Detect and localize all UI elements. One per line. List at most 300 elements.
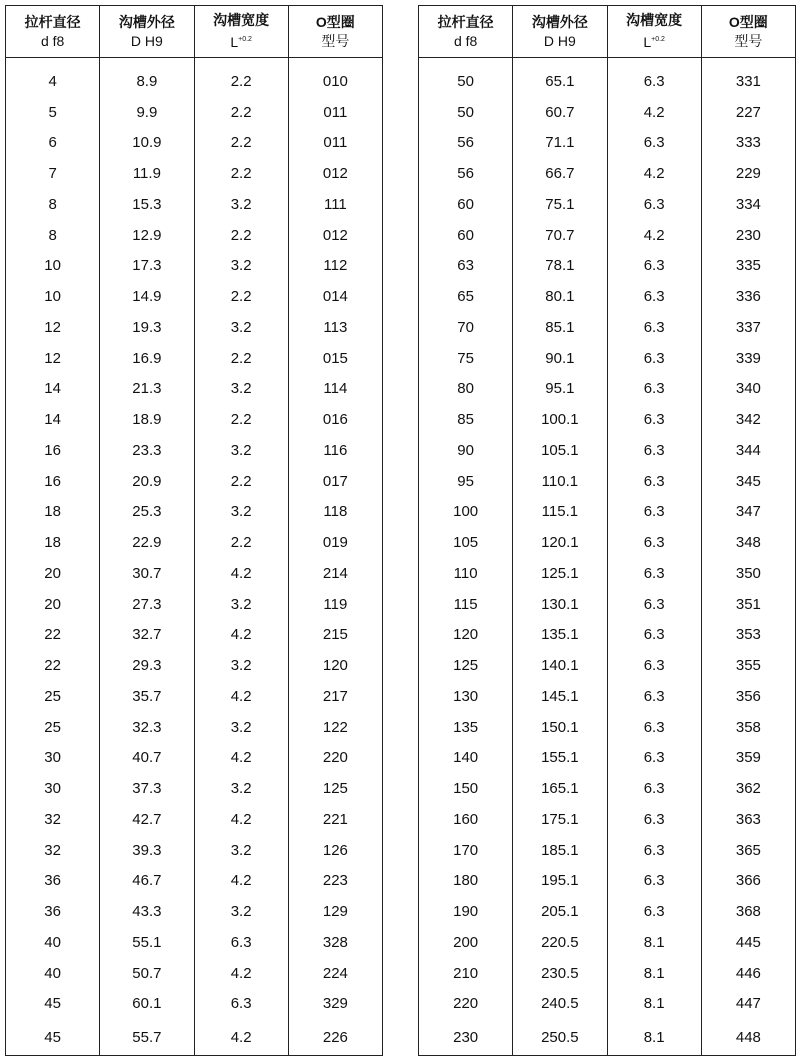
groove-width-cell: 8.1: [607, 927, 701, 958]
rod-diameter-cell: 45: [6, 1019, 100, 1056]
table-row: [6, 712, 383, 743]
rod-diameter-cell: 200: [419, 927, 513, 958]
table-row: [419, 896, 796, 927]
groove-outer-diameter-cell: 43.3: [100, 896, 194, 927]
oring-model-cell: 368: [701, 896, 795, 927]
table-row: [419, 128, 796, 159]
table-row: [419, 343, 796, 374]
groove-outer-diameter-cell: 145.1: [513, 681, 607, 712]
oring-model-cell: 342: [701, 404, 795, 435]
table-row: [419, 435, 796, 466]
rod-diameter-cell: 56: [419, 158, 513, 189]
oring-model-cell: 017: [288, 466, 382, 497]
table-row: [6, 896, 383, 927]
groove-width-cell: 2.2: [194, 281, 288, 312]
groove-width-cell: 4.2: [607, 97, 701, 128]
groove-width-cell: 4.2: [607, 158, 701, 189]
rod-diameter-cell: 36: [6, 866, 100, 897]
groove-width-cell: 6.3: [607, 312, 701, 343]
groove-outer-diameter-cell: 120.1: [513, 527, 607, 558]
groove-width-cell: 3.2: [194, 435, 288, 466]
rod-diameter-cell: 16: [6, 435, 100, 466]
groove-outer-diameter-cell: 9.9: [100, 97, 194, 128]
groove-width-cell: 6.3: [194, 989, 288, 1020]
groove-outer-diameter-cell: 230.5: [513, 958, 607, 989]
rod-diameter-cell: 25: [6, 712, 100, 743]
rod-diameter-cell: 50: [419, 58, 513, 97]
oring-model-cell: 014: [288, 281, 382, 312]
groove-width-cell: 4.2: [194, 1019, 288, 1056]
groove-width-cell: 2.2: [194, 58, 288, 97]
groove-outer-diameter-cell: 25.3: [100, 497, 194, 528]
table-row: [6, 743, 383, 774]
table-row: [6, 97, 383, 128]
oring-model-cell: 447: [701, 989, 795, 1020]
groove-width-cell: 4.2: [194, 866, 288, 897]
groove-width-cell: 3.2: [194, 712, 288, 743]
groove-width-cell: 4.2: [194, 743, 288, 774]
oring-model-cell: 359: [701, 743, 795, 774]
rod-diameter-cell: 32: [6, 804, 100, 835]
rod-diameter-cell: 130: [419, 681, 513, 712]
table-row: [419, 958, 796, 989]
groove-outer-diameter-cell: 66.7: [513, 158, 607, 189]
groove-outer-diameter-cell: 18.9: [100, 404, 194, 435]
groove-width-cell: 6.3: [607, 743, 701, 774]
rod-diameter-cell: 190: [419, 896, 513, 927]
groove-width-cell: 6.3: [607, 620, 701, 651]
rod-diameter-cell: 4: [6, 58, 100, 97]
oring-model-cell: 224: [288, 958, 382, 989]
groove-width-cell: 6.3: [607, 773, 701, 804]
oring-model-cell: 223: [288, 866, 382, 897]
rod-diameter-cell: 75: [419, 343, 513, 374]
oring-model-cell: 214: [288, 558, 382, 589]
oring-model-cell: 329: [288, 989, 382, 1020]
oring-model-cell: 112: [288, 251, 382, 282]
table-row: [6, 681, 383, 712]
groove-outer-diameter-cell: 165.1: [513, 773, 607, 804]
rod-diameter-cell: 45: [6, 989, 100, 1020]
table-row: [6, 527, 383, 558]
table-row: [6, 189, 383, 220]
table-row: [6, 466, 383, 497]
oring-model-cell: 011: [288, 128, 382, 159]
groove-width-cell: 4.2: [194, 804, 288, 835]
groove-outer-diameter-cell: 90.1: [513, 343, 607, 374]
rod-diameter-cell: 210: [419, 958, 513, 989]
rod-diameter-cell: 8: [6, 220, 100, 251]
table-row: [6, 312, 383, 343]
groove-width-cell: 6.3: [607, 896, 701, 927]
groove-width-cell: 8.1: [607, 958, 701, 989]
table-row: [419, 466, 796, 497]
oring-model-cell: 362: [701, 773, 795, 804]
groove-width-cell: 4.2: [194, 558, 288, 589]
groove-outer-diameter-cell: 150.1: [513, 712, 607, 743]
groove-outer-diameter-cell: 50.7: [100, 958, 194, 989]
rod-diameter-cell: 60: [419, 189, 513, 220]
oring-model-cell: 012: [288, 158, 382, 189]
groove-outer-diameter-cell: 46.7: [100, 866, 194, 897]
groove-outer-diameter-cell: 205.1: [513, 896, 607, 927]
oring-model-cell: 119: [288, 589, 382, 620]
table-row: [6, 404, 383, 435]
oring-model-cell: 122: [288, 712, 382, 743]
rod-diameter-cell: 22: [6, 650, 100, 681]
rod-diameter-cell: 125: [419, 650, 513, 681]
table-row: [419, 712, 796, 743]
table-row: [6, 804, 383, 835]
rod-diameter-cell: 8: [6, 189, 100, 220]
rod-diameter-cell: 63: [419, 251, 513, 282]
groove-outer-diameter-cell: 30.7: [100, 558, 194, 589]
oring-model-cell: 230: [701, 220, 795, 251]
oring-model-cell: 350: [701, 558, 795, 589]
groove-outer-diameter-cell: 20.9: [100, 466, 194, 497]
groove-width-cell: 6.3: [607, 835, 701, 866]
oring-model-cell: 015: [288, 343, 382, 374]
table-row: [6, 435, 383, 466]
table-row: [419, 251, 796, 282]
oring-model-cell: 334: [701, 189, 795, 220]
header-rod-diameter: 拉杆直径 d f8: [6, 6, 100, 58]
oring-model-cell: 358: [701, 712, 795, 743]
oring-model-cell: 226: [288, 1019, 382, 1056]
groove-outer-diameter-cell: 27.3: [100, 589, 194, 620]
oring-model-cell: 118: [288, 497, 382, 528]
rod-diameter-cell: 120: [419, 620, 513, 651]
groove-width-cell: 4.2: [194, 681, 288, 712]
rod-diameter-cell: 6: [6, 128, 100, 159]
groove-outer-diameter-cell: 185.1: [513, 835, 607, 866]
right-table-body: [419, 58, 796, 1056]
rod-diameter-cell: 220: [419, 989, 513, 1020]
table-row: [419, 58, 796, 97]
groove-outer-diameter-cell: 22.9: [100, 527, 194, 558]
groove-width-cell: 6.3: [607, 497, 701, 528]
groove-width-cell: 8.1: [607, 989, 701, 1020]
rod-diameter-cell: 65: [419, 281, 513, 312]
groove-outer-diameter-cell: 95.1: [513, 374, 607, 405]
oring-model-cell: 010: [288, 58, 382, 97]
rod-diameter-cell: 50: [419, 97, 513, 128]
oring-model-cell: 340: [701, 374, 795, 405]
groove-width-cell: 3.2: [194, 589, 288, 620]
groove-outer-diameter-cell: 110.1: [513, 466, 607, 497]
table-row: [419, 374, 796, 405]
groove-width-cell: 2.2: [194, 220, 288, 251]
groove-outer-diameter-cell: 175.1: [513, 804, 607, 835]
groove-outer-diameter-cell: 32.7: [100, 620, 194, 651]
oring-model-cell: 016: [288, 404, 382, 435]
groove-width-cell: 6.3: [607, 712, 701, 743]
rod-diameter-cell: 180: [419, 866, 513, 897]
table-row: [419, 650, 796, 681]
rod-diameter-cell: 150: [419, 773, 513, 804]
table-row: [419, 527, 796, 558]
groove-width-cell: 2.2: [194, 404, 288, 435]
table-row: [419, 1019, 796, 1056]
rod-diameter-cell: 36: [6, 896, 100, 927]
table-row: [6, 220, 383, 251]
table-row: [6, 158, 383, 189]
header-groove-width: 沟槽宽度 $L^{+0.2}$: [194, 6, 288, 58]
table-row: [419, 681, 796, 712]
table-row: [419, 404, 796, 435]
rod-diameter-cell: 80: [419, 374, 513, 405]
rod-diameter-cell: 20: [6, 558, 100, 589]
groove-outer-diameter-cell: 11.9: [100, 158, 194, 189]
groove-outer-diameter-cell: 37.3: [100, 773, 194, 804]
header-rod-diameter: 拉杆直径 d f8: [419, 6, 513, 58]
table-row: [419, 97, 796, 128]
table-row: [419, 589, 796, 620]
table-row: [6, 58, 383, 97]
groove-outer-diameter-cell: 100.1: [513, 404, 607, 435]
groove-width-cell: 6.3: [607, 189, 701, 220]
groove-outer-diameter-cell: 39.3: [100, 835, 194, 866]
groove-width-cell: 6.3: [607, 804, 701, 835]
oring-model-cell: 215: [288, 620, 382, 651]
groove-width-cell: 4.2: [194, 958, 288, 989]
groove-outer-diameter-cell: 17.3: [100, 251, 194, 282]
table-row: [6, 558, 383, 589]
table-row: [419, 743, 796, 774]
groove-outer-diameter-cell: 32.3: [100, 712, 194, 743]
groove-outer-diameter-cell: 55.7: [100, 1019, 194, 1056]
groove-width-cell: 6.3: [194, 927, 288, 958]
rod-diameter-cell: 105: [419, 527, 513, 558]
table-row: [6, 374, 383, 405]
oring-model-cell: 116: [288, 435, 382, 466]
groove-width-cell: 3.2: [194, 896, 288, 927]
rod-diameter-cell: 14: [6, 404, 100, 435]
rod-diameter-cell: 10: [6, 281, 100, 312]
groove-outer-diameter-cell: 220.5: [513, 927, 607, 958]
left-table-body: [6, 58, 383, 1056]
groove-outer-diameter-cell: 10.9: [100, 128, 194, 159]
rod-diameter-cell: 90: [419, 435, 513, 466]
rod-diameter-cell: 40: [6, 927, 100, 958]
rod-diameter-cell: 20: [6, 589, 100, 620]
groove-width-cell: 4.2: [194, 620, 288, 651]
groove-outer-diameter-cell: 195.1: [513, 866, 607, 897]
header-oring-model: O型圈 型号: [701, 6, 795, 58]
groove-width-cell: 2.2: [194, 343, 288, 374]
groove-outer-diameter-cell: 21.3: [100, 374, 194, 405]
table-row: [419, 158, 796, 189]
rod-diameter-cell: 30: [6, 743, 100, 774]
oring-model-cell: 333: [701, 128, 795, 159]
groove-width-cell: 3.2: [194, 497, 288, 528]
groove-outer-diameter-cell: 135.1: [513, 620, 607, 651]
groove-outer-diameter-cell: 35.7: [100, 681, 194, 712]
oring-model-cell: 351: [701, 589, 795, 620]
oring-model-cell: 229: [701, 158, 795, 189]
groove-width-cell: 2.2: [194, 527, 288, 558]
rod-diameter-cell: 135: [419, 712, 513, 743]
groove-width-cell: 2.2: [194, 128, 288, 159]
table-row: [6, 251, 383, 282]
groove-outer-diameter-cell: 19.3: [100, 312, 194, 343]
table-row: [419, 312, 796, 343]
table-row: [419, 189, 796, 220]
table-row: [6, 128, 383, 159]
groove-outer-diameter-cell: 140.1: [513, 650, 607, 681]
table-row: [6, 343, 383, 374]
groove-width-cell: 6.3: [607, 374, 701, 405]
oring-model-cell: 125: [288, 773, 382, 804]
rod-diameter-cell: 30: [6, 773, 100, 804]
groove-width-cell: 3.2: [194, 374, 288, 405]
header-row: [6, 6, 383, 58]
groove-width-cell: 3.2: [194, 312, 288, 343]
groove-width-cell: 6.3: [607, 58, 701, 97]
groove-outer-diameter-cell: 16.9: [100, 343, 194, 374]
oring-model-cell: 328: [288, 927, 382, 958]
oring-model-cell: 337: [701, 312, 795, 343]
groove-outer-diameter-cell: 71.1: [513, 128, 607, 159]
oring-model-cell: 129: [288, 896, 382, 927]
rod-diameter-cell: 115: [419, 589, 513, 620]
header-groove-outer-diameter: 沟槽外径 D H9: [100, 6, 194, 58]
oring-model-cell: 111: [288, 189, 382, 220]
table-row: [6, 773, 383, 804]
oring-model-cell: 348: [701, 527, 795, 558]
oring-model-cell: 335: [701, 251, 795, 282]
oring-model-cell: 220: [288, 743, 382, 774]
header-groove-width: 沟槽宽度 $L^{+0.2}$: [607, 6, 701, 58]
groove-outer-diameter-cell: 8.9: [100, 58, 194, 97]
header-oring-model: O型圈 型号: [288, 6, 382, 58]
oring-model-cell: 366: [701, 866, 795, 897]
groove-outer-diameter-cell: 115.1: [513, 497, 607, 528]
table-row: [419, 281, 796, 312]
oring-model-cell: 114: [288, 374, 382, 405]
table-row: [6, 958, 383, 989]
table-row: [6, 835, 383, 866]
header-groove-outer-diameter: 沟槽外径 D H9: [513, 6, 607, 58]
table-row: [6, 927, 383, 958]
table-row: [419, 620, 796, 651]
rod-diameter-cell: 22: [6, 620, 100, 651]
groove-width-cell: 3.2: [194, 251, 288, 282]
table-row: [6, 1019, 383, 1056]
groove-outer-diameter-cell: 12.9: [100, 220, 194, 251]
rod-diameter-cell: 160: [419, 804, 513, 835]
groove-width-cell: 6.3: [607, 128, 701, 159]
groove-outer-diameter-cell: 105.1: [513, 435, 607, 466]
groove-width-cell: 6.3: [607, 404, 701, 435]
rod-diameter-cell: 7: [6, 158, 100, 189]
table-row: [419, 927, 796, 958]
rod-diameter-cell: 40: [6, 958, 100, 989]
groove-width-cell: 2.2: [194, 158, 288, 189]
table-row: [419, 866, 796, 897]
rod-diameter-cell: 16: [6, 466, 100, 497]
groove-outer-diameter-cell: 65.1: [513, 58, 607, 97]
groove-width-cell: 4.2: [607, 220, 701, 251]
rod-diameter-cell: 12: [6, 343, 100, 374]
table-row: [6, 650, 383, 681]
groove-outer-diameter-cell: 55.1: [100, 927, 194, 958]
groove-outer-diameter-cell: 85.1: [513, 312, 607, 343]
table-row: [6, 281, 383, 312]
oring-model-cell: 345: [701, 466, 795, 497]
oring-model-cell: 446: [701, 958, 795, 989]
oring-model-cell: 448: [701, 1019, 795, 1056]
rod-diameter-cell: 10: [6, 251, 100, 282]
rod-diameter-cell: 14: [6, 374, 100, 405]
groove-outer-diameter-cell: 14.9: [100, 281, 194, 312]
header-row: [419, 6, 796, 58]
rod-diameter-cell: 100: [419, 497, 513, 528]
oring-model-cell: 344: [701, 435, 795, 466]
groove-outer-diameter-cell: 29.3: [100, 650, 194, 681]
groove-outer-diameter-cell: 60.7: [513, 97, 607, 128]
oring-model-cell: 012: [288, 220, 382, 251]
groove-outer-diameter-cell: 15.3: [100, 189, 194, 220]
rod-diameter-cell: 60: [419, 220, 513, 251]
rod-diameter-cell: 85: [419, 404, 513, 435]
oring-model-cell: 221: [288, 804, 382, 835]
rod-diameter-cell: 25: [6, 681, 100, 712]
oring-model-cell: 445: [701, 927, 795, 958]
groove-outer-diameter-cell: 80.1: [513, 281, 607, 312]
table-row: [6, 989, 383, 1020]
table-row: [419, 989, 796, 1020]
groove-width-cell: 3.2: [194, 835, 288, 866]
rod-diameter-cell: 70: [419, 312, 513, 343]
oring-model-cell: 336: [701, 281, 795, 312]
oring-model-cell: 120: [288, 650, 382, 681]
left-table: [5, 5, 383, 1056]
oring-model-cell: 011: [288, 97, 382, 128]
groove-outer-diameter-cell: 155.1: [513, 743, 607, 774]
rod-diameter-cell: 140: [419, 743, 513, 774]
oring-model-cell: 019: [288, 527, 382, 558]
oring-model-cell: 339: [701, 343, 795, 374]
table-row: [6, 866, 383, 897]
groove-width-cell: 6.3: [607, 681, 701, 712]
rod-diameter-cell: 18: [6, 497, 100, 528]
groove-width-cell: 2.2: [194, 97, 288, 128]
oring-model-cell: 347: [701, 497, 795, 528]
groove-outer-diameter-cell: 40.7: [100, 743, 194, 774]
groove-width-cell: 3.2: [194, 650, 288, 681]
oring-model-cell: 331: [701, 58, 795, 97]
groove-width-cell: 6.3: [607, 527, 701, 558]
rod-diameter-cell: 32: [6, 835, 100, 866]
oring-model-cell: 217: [288, 681, 382, 712]
table-row: [419, 220, 796, 251]
groove-outer-diameter-cell: 70.7: [513, 220, 607, 251]
table-row: [6, 589, 383, 620]
groove-width-cell: 3.2: [194, 773, 288, 804]
table-row: [6, 497, 383, 528]
groove-outer-diameter-cell: 125.1: [513, 558, 607, 589]
groove-width-cell: 8.1: [607, 1019, 701, 1056]
groove-width-cell: 2.2: [194, 466, 288, 497]
groove-outer-diameter-cell: 23.3: [100, 435, 194, 466]
oring-model-cell: 355: [701, 650, 795, 681]
rod-diameter-cell: 18: [6, 527, 100, 558]
groove-width-cell: 6.3: [607, 281, 701, 312]
oring-model-cell: 356: [701, 681, 795, 712]
groove-width-cell: 6.3: [607, 650, 701, 681]
table-row: [419, 558, 796, 589]
